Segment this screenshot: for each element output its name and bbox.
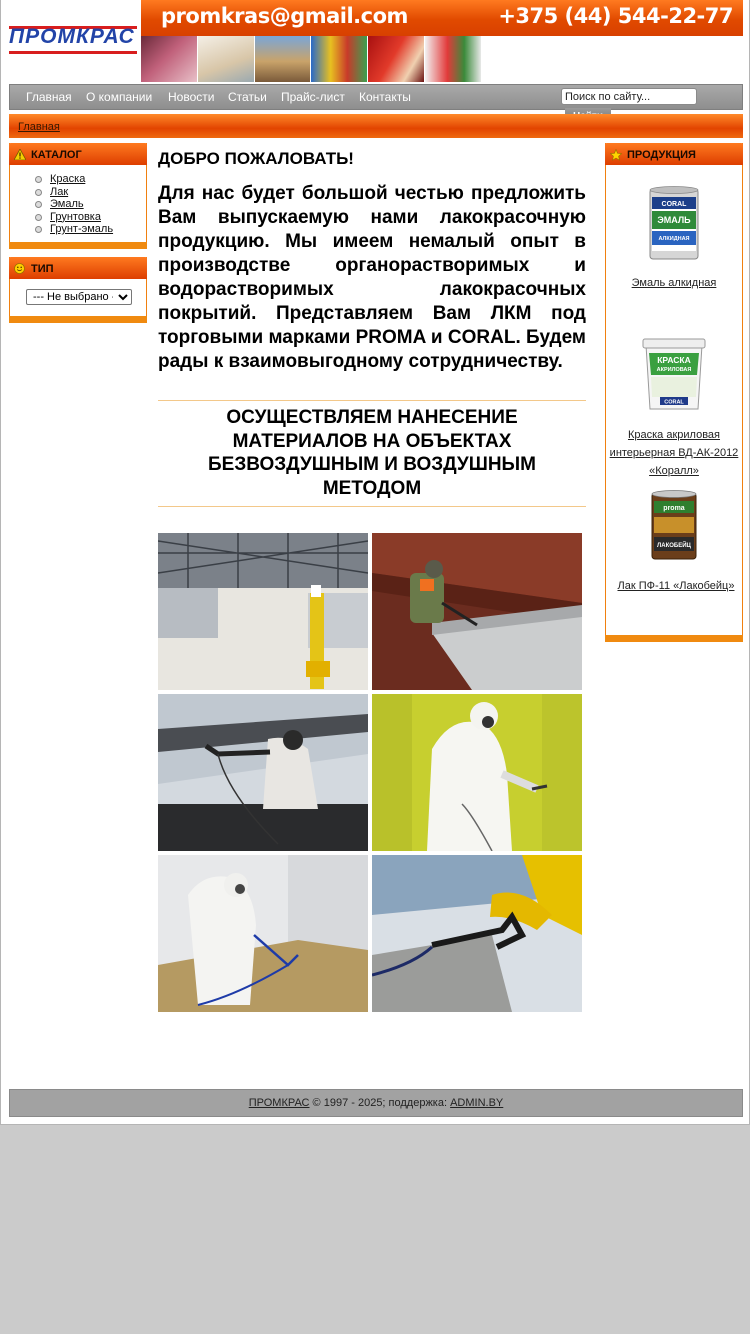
bullet-icon: [35, 189, 42, 196]
header-photo-strip: [141, 36, 481, 82]
products-header: [605, 143, 743, 165]
search-input[interactable]: [561, 88, 697, 105]
catalog-list: [35, 173, 113, 236]
gallery-photo-spraying-ceiling[interactable]: [158, 694, 368, 851]
catalog-link-primer[interactable]: Грунтовка: [50, 210, 101, 223]
bullet-icon: [35, 226, 42, 233]
product-image-varnish[interactable]: [650, 489, 698, 566]
catalog-link-primer-enamel[interactable]: Грунт-эмаль: [50, 223, 114, 235]
divider: [158, 400, 586, 401]
footer: [9, 1089, 743, 1117]
products-footer-bar: [605, 635, 743, 642]
catalog-item: [35, 211, 113, 224]
header-photo-paint-pots: [368, 36, 425, 82]
type-select[interactable]: [26, 289, 132, 305]
bullet-icon: [35, 176, 42, 183]
product-label-main: АКРИЛОВАЯ: [656, 367, 692, 373]
type-filter-title: ТИП: [31, 263, 54, 275]
catalog-item: [35, 198, 113, 211]
catalog-title: КАТАЛОГ: [31, 149, 82, 161]
services-heading: ОСУЩЕСТВЛЯЕМ НАНЕСЕНИЕ МАТЕРИАЛОВ НА ОБЪЕКТАХ БЕЗВОЗДУШНЫМ И ВОЗДУШНЫМ МЕТОДОМ: [208, 407, 536, 499]
footer-brand-link[interactable]: ПРОМКРАС: [248, 1097, 310, 1109]
bullet-icon: [35, 201, 42, 208]
header-photo-house: [255, 36, 312, 82]
site-logo[interactable]: [9, 24, 139, 56]
header-photo-painter: [198, 36, 255, 82]
gallery-photo-spray-gun-closeup[interactable]: [372, 855, 582, 1012]
type-filter-footer-bar: [9, 316, 147, 323]
product-label-sub: АЛКИДНАЯ: [658, 236, 690, 242]
gallery-photo-hangar-lift[interactable]: [158, 533, 368, 690]
product-link-acrylic[interactable]: Краска акриловая интерьерная ВД-АК-2012 «Коралл»: [609, 429, 739, 477]
header-contact-band: [141, 0, 743, 36]
gallery-photo-spraying-beams[interactable]: [372, 533, 582, 690]
nav-price-list[interactable]: Прайс-лист: [281, 90, 345, 104]
catalog-item: [35, 173, 113, 186]
product-label-top: КРАСКА: [657, 355, 691, 365]
smiley-icon: [14, 263, 25, 274]
catalog-box: [9, 143, 147, 249]
breadcrumb: [9, 114, 743, 138]
product-label-sub: CORAL: [664, 399, 684, 406]
product-link-enamel[interactable]: Эмаль алкидная: [631, 277, 717, 289]
product-label-main: ЛАКОБЕЙЦ: [657, 543, 691, 549]
products-box: [605, 143, 743, 642]
nav-articles[interactable]: Статьи: [228, 90, 267, 104]
welcome-title: ДОБРО ПОЖАЛОВАТЬ!: [158, 149, 354, 168]
product-image-acrylic[interactable]: [640, 335, 708, 418]
nav-contacts[interactable]: Контакты: [359, 90, 411, 104]
product-item: [606, 425, 742, 479]
catalog-item: [35, 223, 113, 236]
star-icon: [610, 149, 621, 160]
type-filter-header: [9, 257, 147, 279]
gallery-photo-spraying-wall[interactable]: [372, 694, 582, 851]
catalog-item: [35, 186, 113, 199]
product-link-varnish[interactable]: Лак ПФ-11 «Лакобейц»: [617, 580, 735, 592]
type-filter-box: [9, 257, 147, 323]
divider: [158, 506, 586, 507]
catalog-link-enamel[interactable]: Эмаль: [50, 198, 84, 210]
header-photo-colorful-houses: [311, 36, 368, 82]
product-label-main: ЭМАЛЬ: [657, 215, 691, 225]
catalog-header: [9, 143, 147, 165]
breadcrumb-home-link[interactable]: Главная: [18, 121, 60, 133]
logo-text: ПРОМКРАС: [9, 25, 135, 48]
product-item: [606, 273, 742, 291]
products-title: ПРОДУКЦИЯ: [627, 149, 696, 161]
header-photo-interior: [141, 36, 198, 82]
nav-home[interactable]: Главная: [26, 90, 72, 104]
product-item: [610, 576, 742, 594]
product-label-top: CORAL: [661, 201, 687, 208]
catalog-footer-bar: [9, 242, 147, 249]
intro-text: Для нас будет большой честью предложить Вам выпускаемую нами лакокрасочную продукцию. Мы имеем немалый опыт в производстве органорастворимых и водорастворимых лакокрасочных покрытий. Представляем Вам ЛКМ под торговыми марками PROMA и CORAL. Будем рады к взаимовыгодному сотрудничеству.: [158, 183, 586, 372]
bullet-icon: [35, 214, 42, 221]
product-label-top: proma: [663, 505, 685, 512]
catalog-link-varnish[interactable]: Лак: [50, 185, 69, 198]
header-photo-paint-cans: [425, 36, 481, 82]
footer-copyright: © 1997 - 2025; поддержка:: [309, 1097, 451, 1109]
product-image-enamel[interactable]: [648, 185, 700, 266]
footer-support-link[interactable]: ADMIN.BY: [450, 1097, 504, 1109]
catalog-link-paint[interactable]: Краска: [50, 173, 86, 185]
header-email[interactable]: promkras@gmail.com: [161, 4, 408, 28]
header-phone[interactable]: +375 (44) 544-22-77: [498, 4, 733, 28]
nav-about[interactable]: О компании: [86, 90, 153, 104]
nav-news[interactable]: Новости: [168, 90, 215, 104]
catalog-icon: [14, 149, 25, 160]
gallery-photo-spraying-floor[interactable]: [158, 855, 368, 1012]
